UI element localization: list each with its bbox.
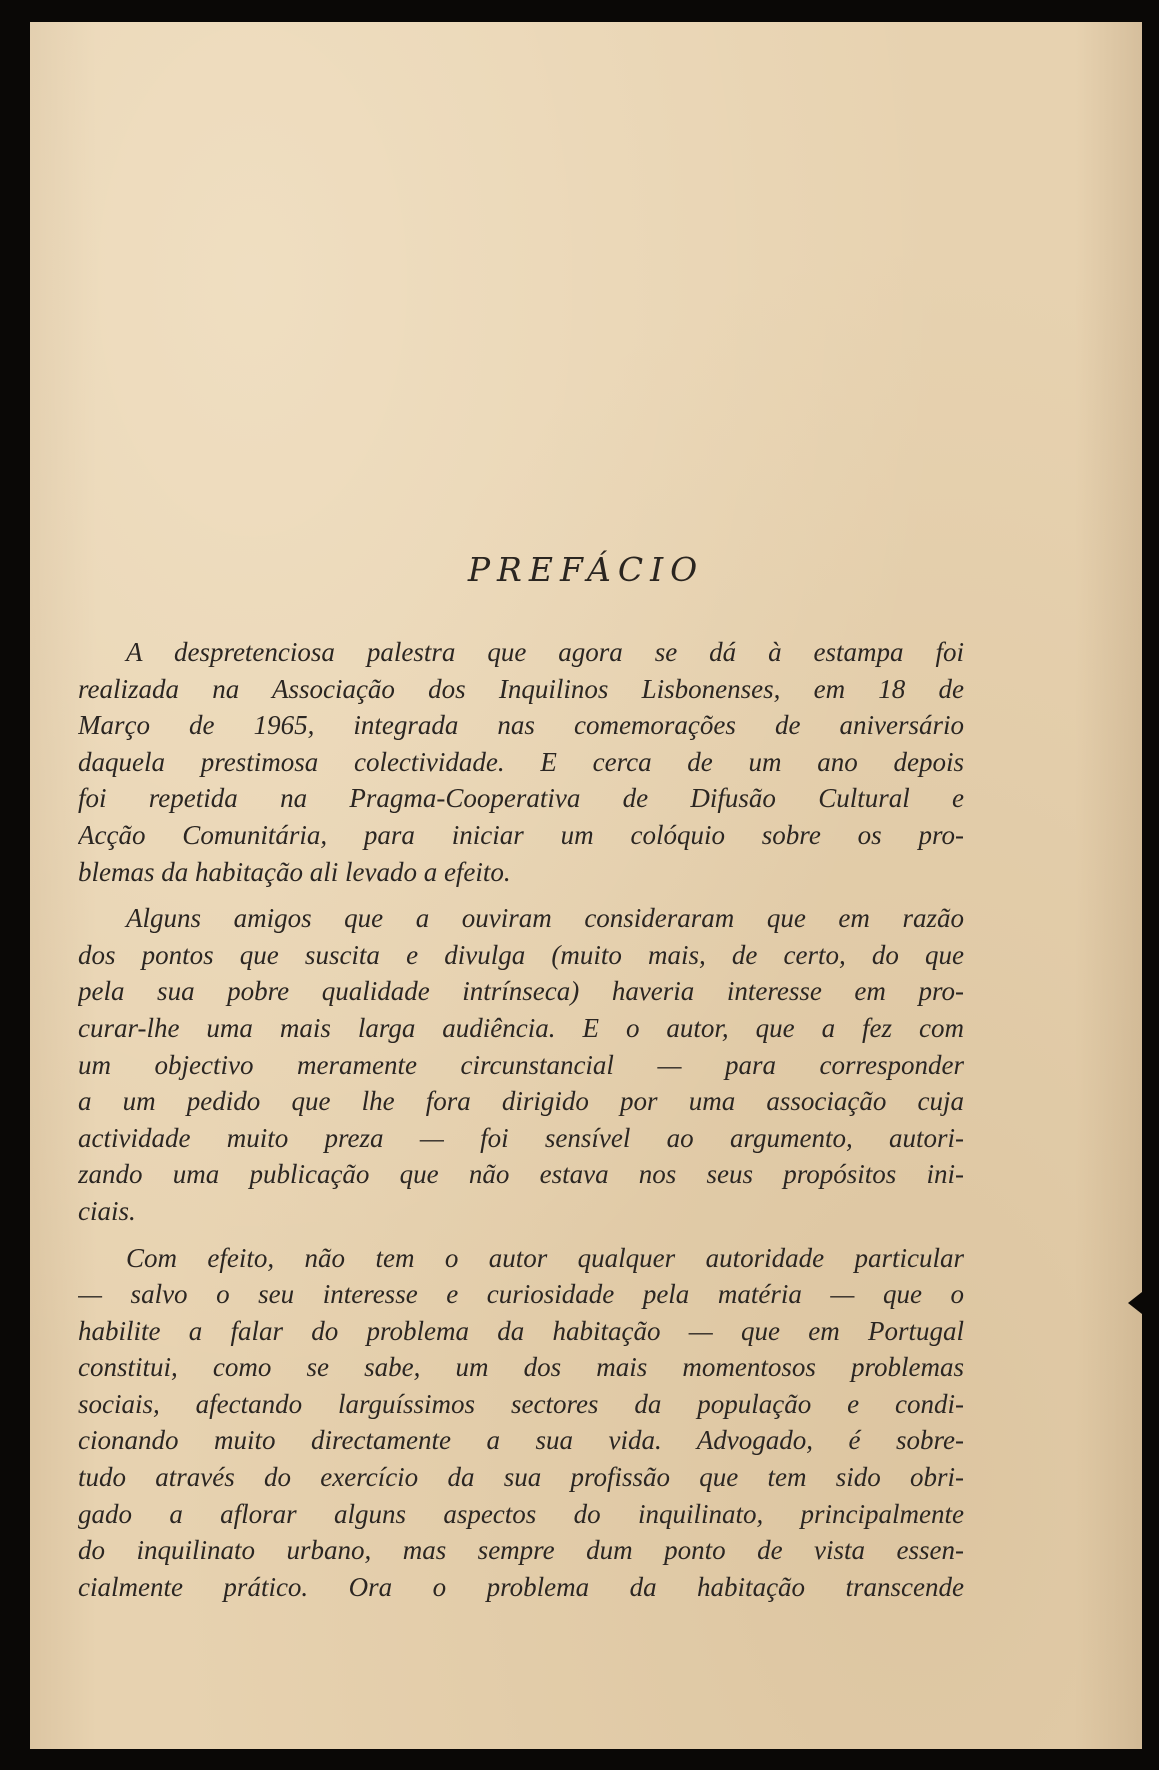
book-page [30, 22, 1142, 1749]
text-line: tudo através do exercício da sua profissão que tem sido obri- [78, 1462, 964, 1493]
paragraph-3 [78, 1240, 964, 1606]
text-line: sociais, afectando larguíssimos sectores da população e condi- [78, 1388, 964, 1419]
text-line: cionando muito directamente a sua vida. Advogado, é sobre- [78, 1425, 964, 1456]
text-line: dos pontos que suscita e divulga (muito mais, de certo, do que [78, 939, 964, 970]
text-line: daquela prestimosa colectividade. E cerca de um ano depois [78, 746, 964, 777]
page-title: PREFÁCIO [467, 550, 705, 589]
text-line: a um pedido que lhe fora dirigido por uma associação cuja [78, 1086, 964, 1117]
preface-body [78, 634, 964, 1605]
text-line: realizada na Associação dos Inquilinos Lisbonenses, em 18 de [78, 673, 964, 704]
text-line: Acção Comunitária, para iniciar um colóquio sobre os pro- [78, 819, 964, 850]
text-line: curar-lhe uma mais larga audiência. E o autor, que a fez com [78, 1012, 964, 1043]
text-line: Março de 1965, integrada nas comemorações de aniversário [78, 710, 964, 741]
text-line: gado a aflorar alguns aspectos do inquilinato, principalmente [78, 1498, 964, 1529]
text-line: ciais. [78, 1195, 136, 1226]
text-line: actividade muito preza — foi sensível ao argumento, autori- [78, 1122, 964, 1153]
text-line: — salvo o seu interesse e curiosidade pela matéria — que o [78, 1279, 964, 1310]
text-line: foi repetida na Pragma-Cooperativa de Difusão Cultural e [78, 783, 964, 814]
text-line: pela sua pobre qualidade intrínseca) haveria interesse em pro- [78, 976, 964, 1007]
text-line: habilite a falar do problema da habitação — que em Portugal [78, 1315, 964, 1346]
text-line: Alguns amigos que a ouviram consideraram que em razão [126, 903, 964, 934]
text-line: um objectivo meramente circunstancial — para corresponder [78, 1049, 964, 1080]
text-line: A despretenciosa palestra que agora se dá à estampa foi [126, 637, 964, 667]
paragraph-1 [78, 634, 964, 890]
paragraph-2 [78, 900, 964, 1229]
text-line: cialmente prático. Ora o problema da habitação transcende [78, 1571, 964, 1602]
page-edge-notch [1128, 1292, 1142, 1314]
text-line: Com efeito, não tem o autor qualquer autoridade particular [126, 1242, 964, 1273]
text-line: zando uma publicação que não estava nos seus propósitos ini- [78, 1159, 964, 1190]
text-line: blemas da habitação ali levado a efeito. [78, 856, 511, 887]
text-line: do inquilinato urbano, mas sempre dum ponto de vista essen- [78, 1535, 964, 1566]
text-line: constitui, como se sabe, um dos mais momentosos problemas [78, 1352, 964, 1383]
